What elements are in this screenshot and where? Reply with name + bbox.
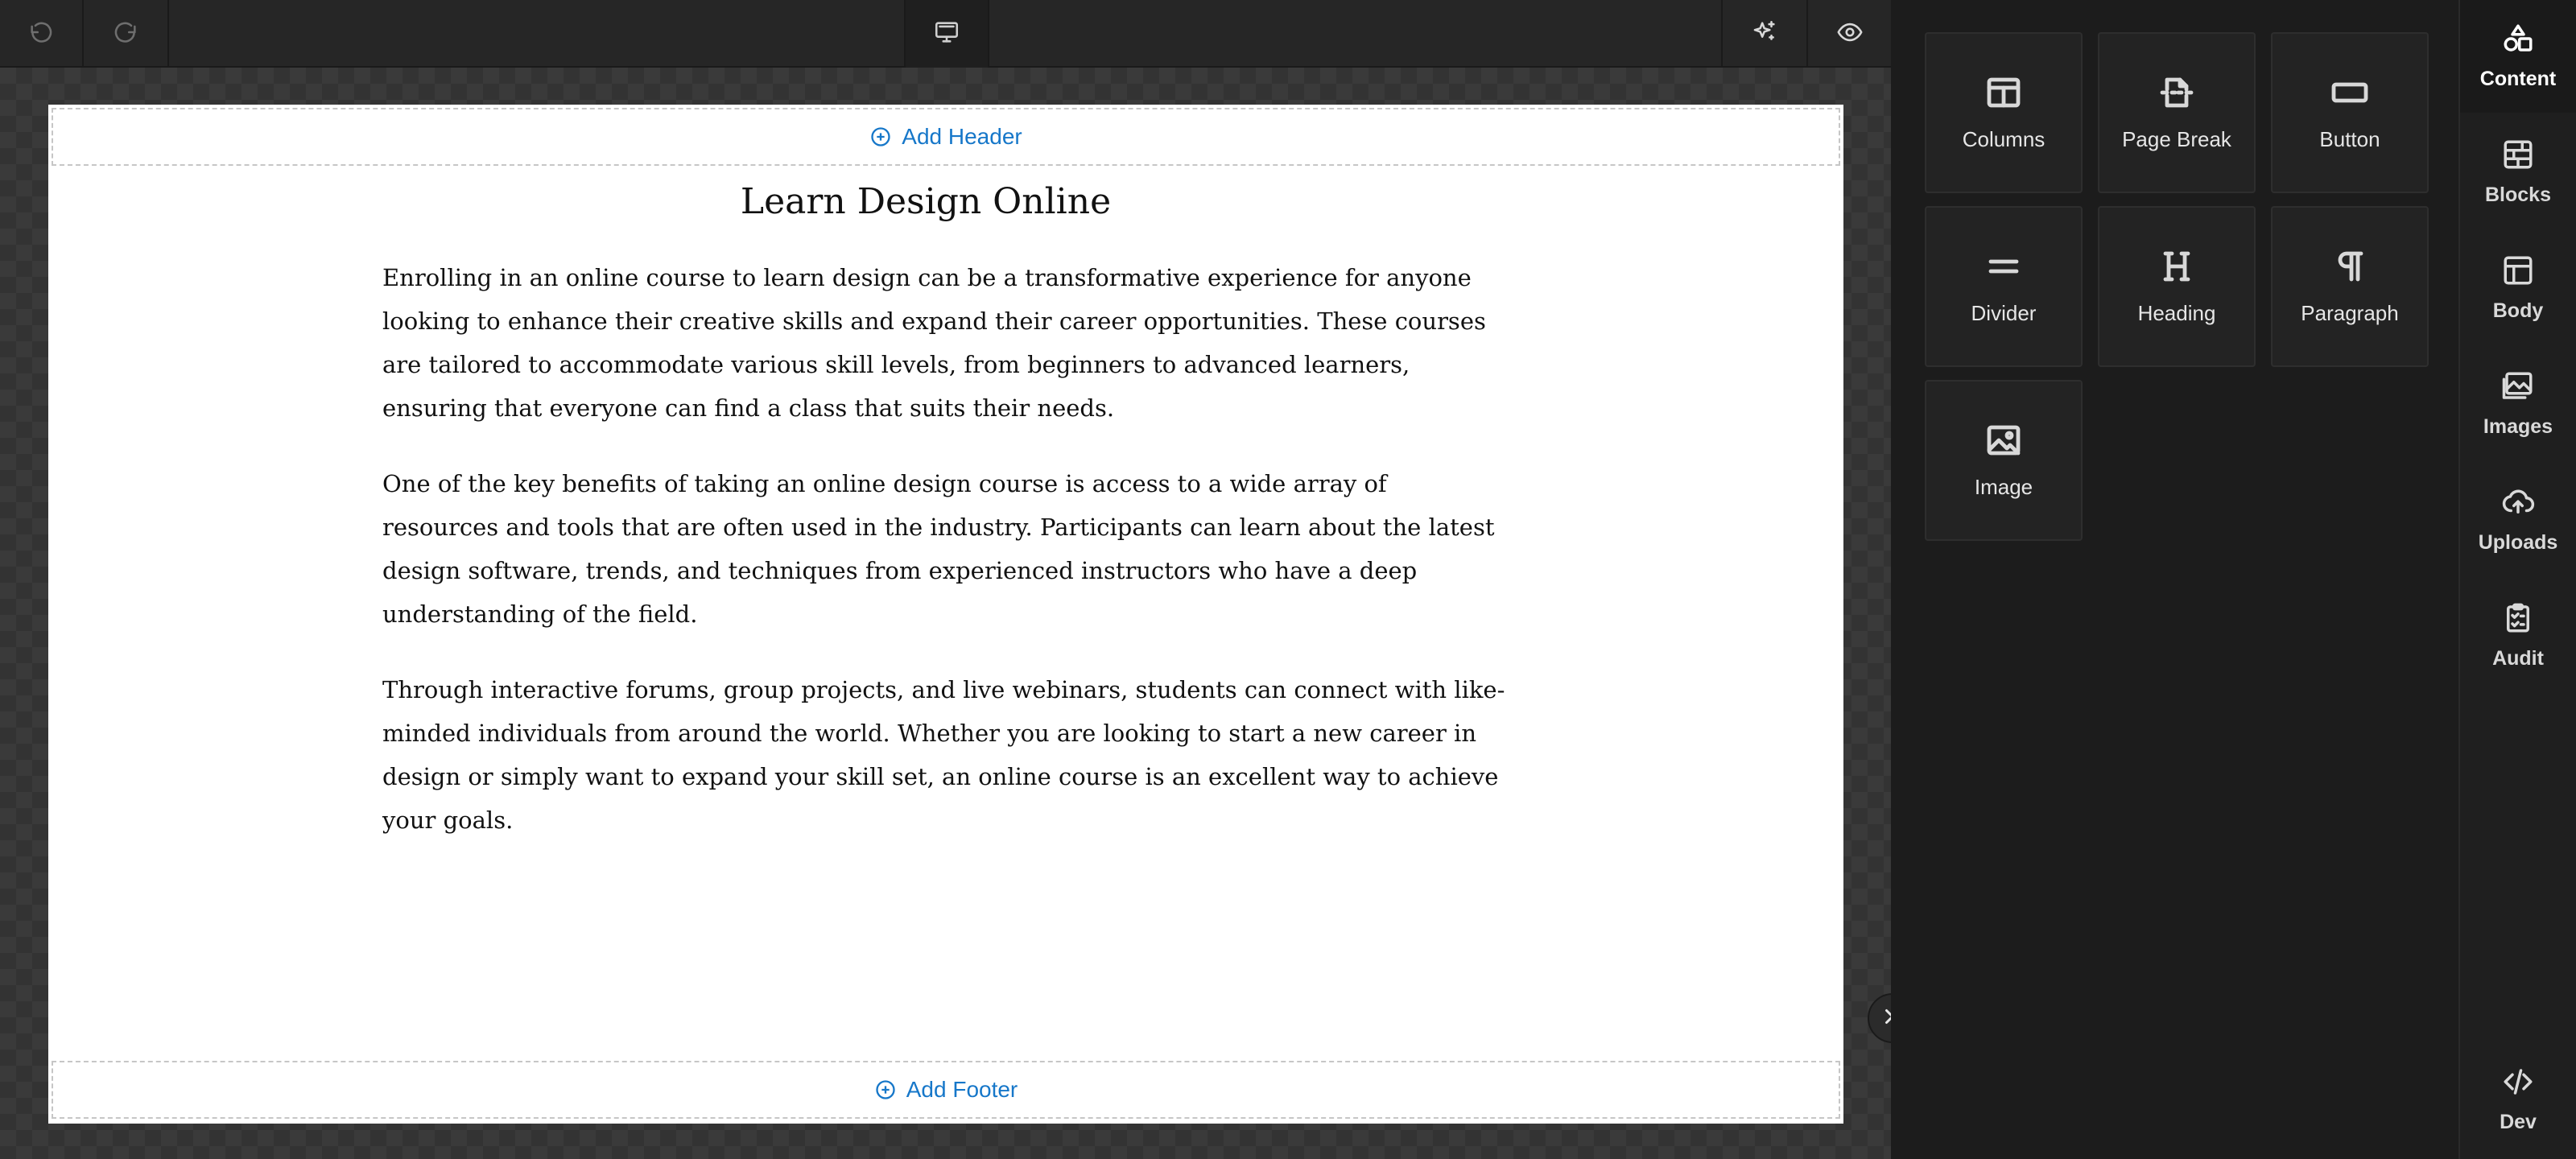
code-icon bbox=[2501, 1065, 2535, 1103]
nav-label: Blocks bbox=[2485, 184, 2551, 206]
tool-label: Image bbox=[1974, 475, 2033, 499]
nav-label: Uploads bbox=[2478, 531, 2558, 554]
paragraph-2[interactable]: One of the key benefits of taking an online design course is access to a wide array of resources and tools that are often used in the industry. Participants can learn about the latest design software, trends, and techniques from experienced instructors who have a deep understanding of the field. bbox=[382, 469, 1495, 628]
undo-icon bbox=[27, 19, 55, 50]
paragraph-icon bbox=[2330, 247, 2369, 290]
eye-icon bbox=[1836, 19, 1864, 50]
undo-button[interactable] bbox=[0, 0, 84, 68]
images-icon bbox=[2501, 369, 2535, 407]
nav-label: Audit bbox=[2492, 647, 2544, 670]
tool-label: Divider bbox=[1971, 301, 2037, 325]
tool-label: Page Break bbox=[2122, 127, 2231, 151]
columns-icon bbox=[1984, 73, 2023, 116]
plus-circle-icon bbox=[874, 1079, 897, 1101]
nav-blocks[interactable] bbox=[2460, 116, 2576, 229]
add-header-button[interactable] bbox=[52, 108, 1840, 166]
nav-label: Body bbox=[2492, 299, 2544, 322]
shapes-icon bbox=[2501, 22, 2535, 60]
tool-page-break[interactable] bbox=[2098, 32, 2256, 193]
nav-images[interactable] bbox=[2460, 348, 2576, 460]
tool-label: Button bbox=[2319, 127, 2380, 151]
nav-dev[interactable] bbox=[2460, 1043, 2576, 1156]
preview-button[interactable] bbox=[1806, 0, 1891, 68]
redo-icon bbox=[112, 19, 139, 50]
tool-columns[interactable] bbox=[1925, 32, 2083, 193]
ai-assistant-button[interactable] bbox=[1721, 0, 1806, 68]
desktop-view-button[interactable] bbox=[904, 0, 989, 68]
desktop-icon bbox=[933, 19, 960, 50]
nav-content[interactable] bbox=[2460, 0, 2576, 113]
nav-audit[interactable] bbox=[2460, 580, 2576, 692]
content-tools-panel bbox=[1891, 0, 2458, 1159]
tool-label: Columns bbox=[1962, 127, 2046, 151]
page-break-icon bbox=[2157, 73, 2196, 116]
heading-icon bbox=[2157, 247, 2196, 290]
document-body[interactable] bbox=[382, 177, 1554, 874]
divider-icon bbox=[1984, 247, 2023, 290]
clipboard-check-icon bbox=[2501, 601, 2535, 639]
top-toolbar bbox=[0, 0, 1891, 68]
plus-circle-icon bbox=[869, 126, 892, 148]
email-page bbox=[48, 105, 1843, 1124]
nav-uploads[interactable] bbox=[2460, 464, 2576, 576]
nav-label: Content bbox=[2479, 68, 2557, 90]
tool-paragraph[interactable] bbox=[2271, 206, 2429, 367]
right-sidebar-nav bbox=[2458, 0, 2576, 1159]
tool-label: Heading bbox=[2137, 301, 2216, 325]
redo-button[interactable] bbox=[84, 0, 169, 68]
editor-canvas bbox=[0, 68, 1891, 1159]
sparkle-icon bbox=[1751, 19, 1778, 50]
paragraph-1[interactable]: Enrolling in an online course to learn design can be a transformative experience for anyone looking to enhance their creative skills and expand their career opportunities. These courses are tailored to accommodate various skill levels, from beginners to advanced learners, ensuring that everyone can find a class that suits their needs. bbox=[382, 263, 1486, 422]
nav-body[interactable] bbox=[2460, 232, 2576, 344]
tool-button[interactable] bbox=[2271, 32, 2429, 193]
cloud-upload-icon bbox=[2501, 485, 2535, 523]
nav-label: Dev bbox=[2500, 1111, 2537, 1133]
layout-icon bbox=[2501, 254, 2535, 291]
add-header-label: Add Header bbox=[902, 124, 1022, 149]
tool-divider[interactable] bbox=[1925, 206, 2083, 367]
tool-heading[interactable] bbox=[2098, 206, 2256, 367]
add-footer-label: Add Footer bbox=[906, 1077, 1018, 1102]
nav-label: Images bbox=[2483, 415, 2553, 438]
page-title[interactable]: Learn Design Online bbox=[740, 181, 1112, 222]
button-icon bbox=[2330, 73, 2369, 116]
add-footer-button[interactable] bbox=[52, 1061, 1840, 1119]
paragraph-3[interactable]: Through interactive forums, group projects, and live webinars, students can connect with like-minded individuals from around the world. Whether you are looking to start a new career in design or simply want to expand your skill set, an online course is an excellent way to achieve your goals. bbox=[382, 675, 1505, 834]
tool-image[interactable] bbox=[1925, 380, 2083, 541]
blocks-icon bbox=[2501, 138, 2535, 175]
image-icon bbox=[1984, 421, 2023, 464]
tool-label: Paragraph bbox=[2301, 301, 2399, 325]
